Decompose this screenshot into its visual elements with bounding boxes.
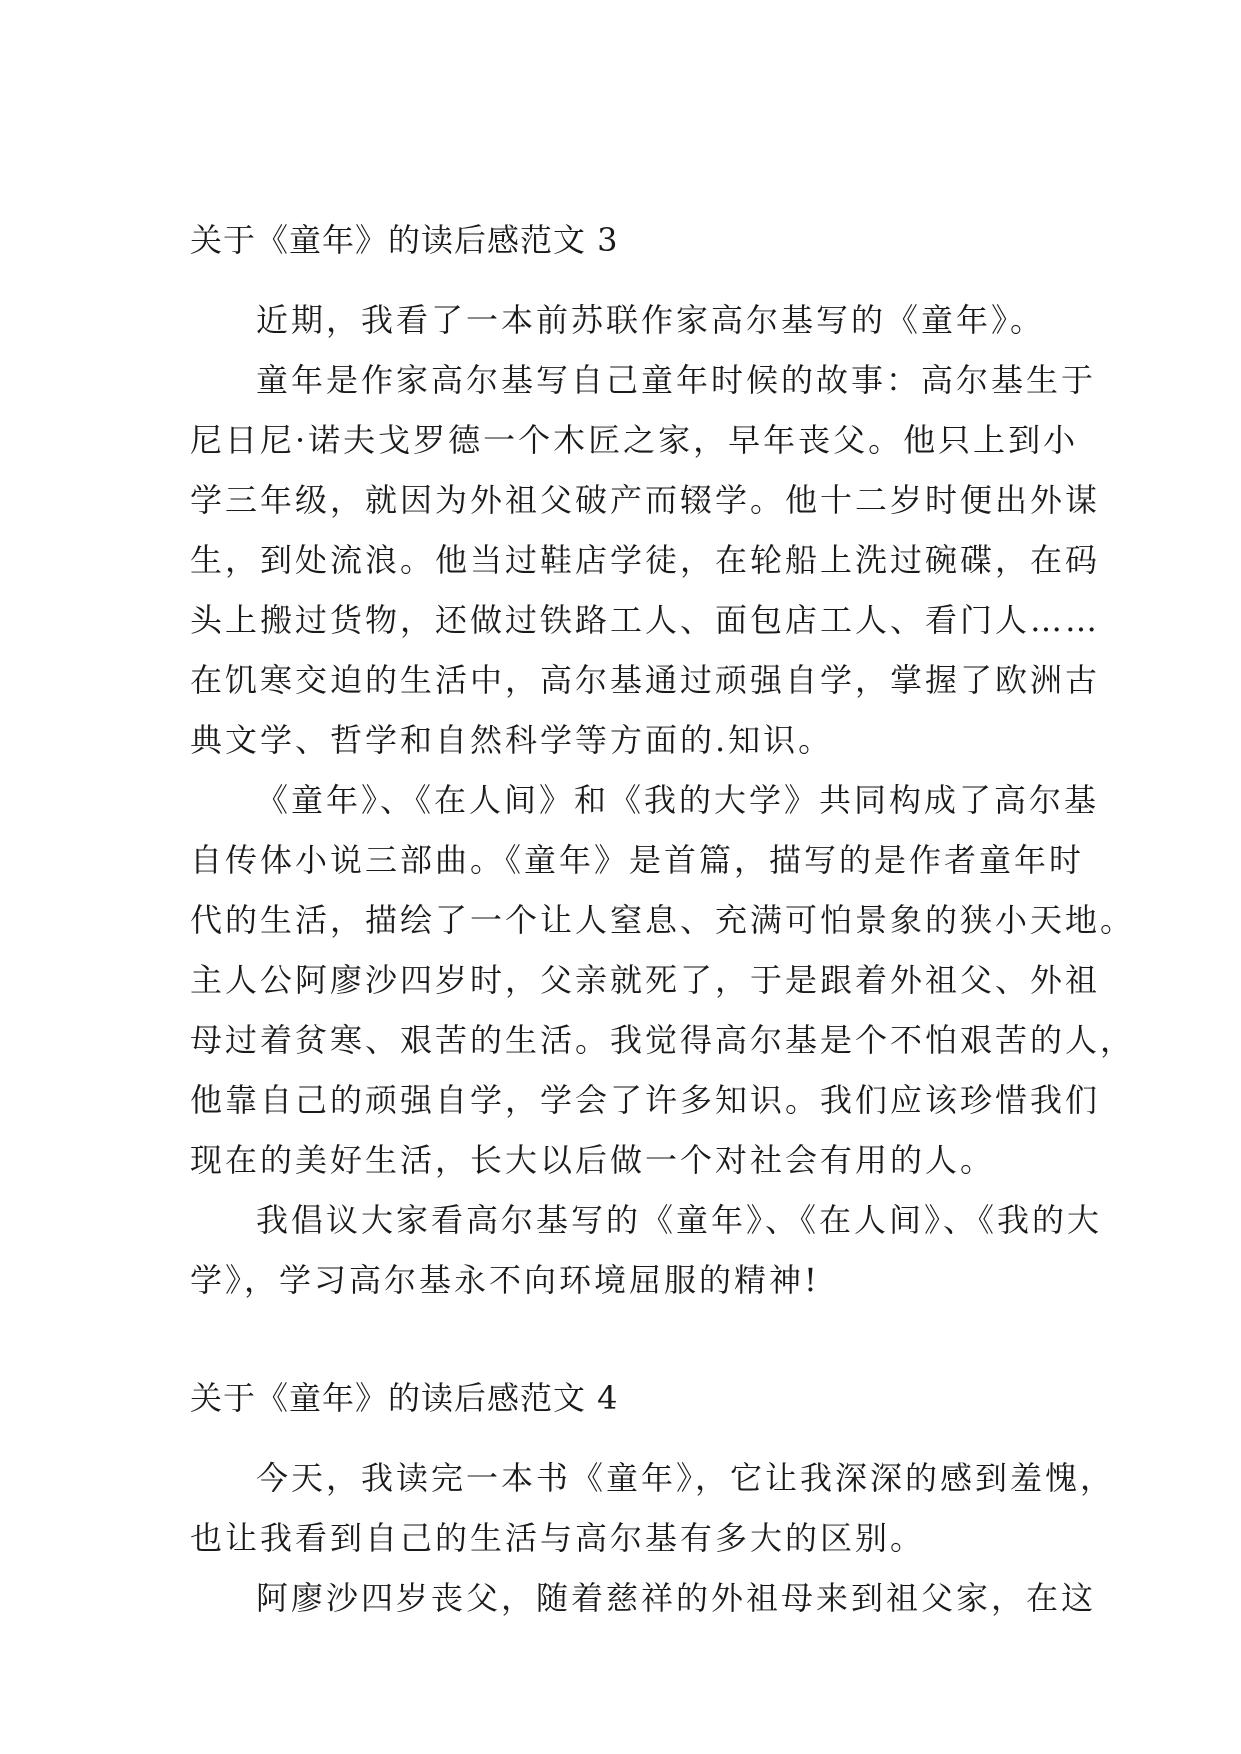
paragraph-line: 头上搬过货物，还做过铁路工人、面包店工人、看门人…… <box>190 601 1101 639</box>
paragraph <box>190 350 1101 770</box>
paragraph-line: 自传体小说三部曲。《童年》是首篇，描写的是作者童年时 <box>190 841 1085 879</box>
paragraph-line: 阿廖沙四岁丧父，随着慈祥的外祖母来到祖父家，在这 <box>256 1579 1097 1617</box>
paragraph-line: 学》，学习高尔基永不向环境屈服的精神! <box>190 1261 820 1299</box>
paragraph-line: 代的生活，描绘了一个让人窒息、充满可怕景象的狭小天地。 <box>190 901 1136 939</box>
paragraph-line: 他靠自己的顽强自学，学会了许多知识。我们应该珍惜我们 <box>190 1081 1101 1119</box>
paragraph <box>190 770 1136 1190</box>
paragraph-line: 童年是作家高尔基写自己童年时候的故事：高尔基生于 <box>256 361 1097 399</box>
paragraph-line: 生，到处流浪。他当过鞋店学徒，在轮船上洗过碗碟，在码 <box>190 541 1101 579</box>
paragraph-line: 在饥寒交迫的生活中，高尔基通过顽强自学，掌握了欧洲古 <box>190 661 1101 699</box>
paragraph <box>190 1448 1116 1568</box>
paragraph-line: 今天，我读完一本书《童年》，它让我深深的感到羞愧， <box>256 1459 1116 1497</box>
section-spacer <box>190 1310 1070 1378</box>
paragraph-line: 主人公阿廖沙四岁时，父亲就死了，于是跟着外祖父、外祖 <box>190 961 1101 999</box>
section-heading: 关于《童年》的读后感范文 3 <box>190 221 619 259</box>
paragraph <box>190 1568 1097 1628</box>
paragraph-line: 近期，我看了一本前苏联作家高尔基写的《童年》。 <box>256 301 1046 339</box>
paragraph-line: 也让我看到自己的生活与高尔基有多大的区别。 <box>190 1519 926 1557</box>
paragraph-line: 我倡议大家看高尔基写的《童年》、《在人间》、《我的大 <box>256 1201 1103 1239</box>
essay-section <box>190 1378 1116 1628</box>
paragraph <box>190 1190 1103 1310</box>
essay-section <box>190 220 1136 1310</box>
section-heading: 关于《童年》的读后感范文 4 <box>190 1379 619 1417</box>
paragraph-line: 尼日尼·诺夫戈罗德一个木匠之家，早年丧父。他只上到小 <box>190 421 1079 459</box>
paragraph <box>190 290 1070 350</box>
document-body <box>190 220 1136 1628</box>
paragraph-line: 母过着贫寒、艰苦的生活。我觉得高尔基是个不怕艰苦的人， <box>190 1021 1136 1059</box>
paragraph-line: 学三年级，就因为外祖父破产而辍学。他十二岁时便出外谋 <box>190 481 1101 519</box>
paragraph-line: 《童年》、《在人间》和《我的大学》共同构成了高尔基 <box>256 781 1100 819</box>
paragraph-line: 现在的美好生活，长大以后做一个对社会有用的人。 <box>190 1141 996 1179</box>
paragraph-line: 典文学、哲学和自然科学等方面的.知识。 <box>190 721 834 759</box>
